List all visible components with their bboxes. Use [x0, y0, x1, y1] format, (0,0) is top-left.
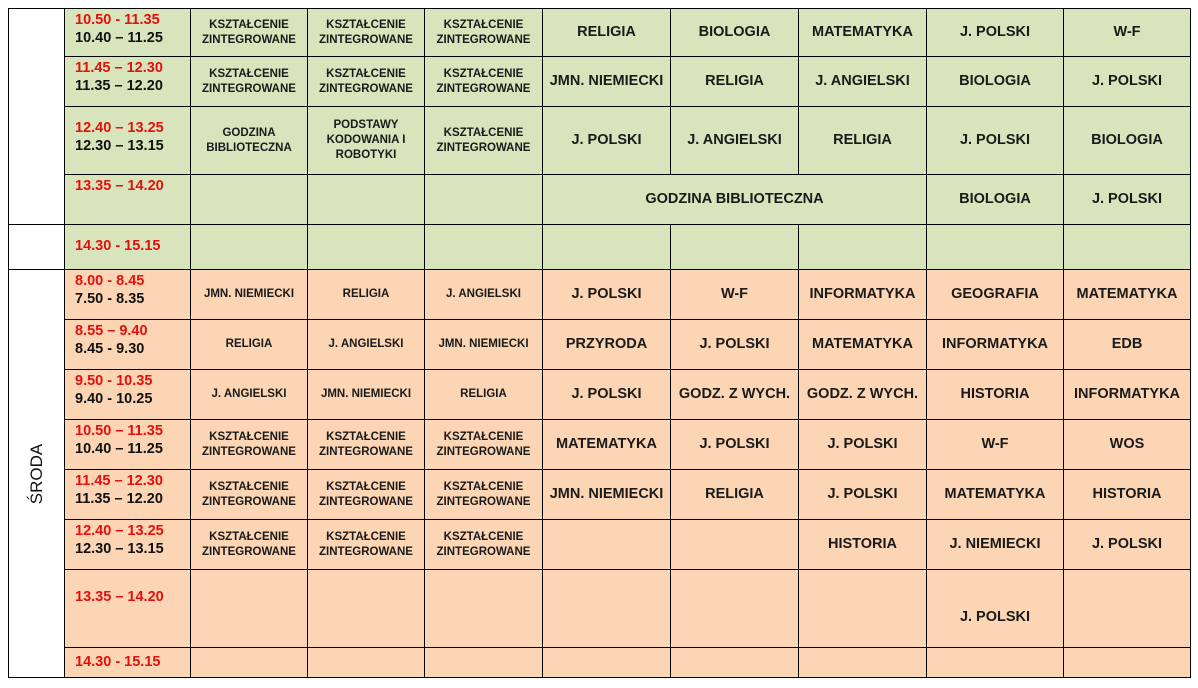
- lesson-cell: JMN. NIEMIECKI: [425, 320, 543, 370]
- time-slot: 12.40 – 13.25 12.30 – 13.15: [65, 520, 191, 570]
- time-slot: 14.30 - 15.15: [65, 648, 191, 678]
- lesson-cell: W-F: [1064, 9, 1191, 57]
- lesson-cell: PRZYRODA: [543, 320, 671, 370]
- lesson-cell: KSZTAŁCENIE ZINTEGROWANE: [308, 57, 425, 107]
- table-row: [9, 107, 1191, 175]
- lesson-cell: KSZTAŁCENIE ZINTEGROWANE: [425, 470, 543, 520]
- lesson-cell: MATEMATYKA: [543, 420, 671, 470]
- time-slot: 13.35 – 14.20: [65, 175, 191, 225]
- lesson-cell: HISTORIA: [1064, 470, 1191, 520]
- lesson-cell: MATEMATYKA: [927, 470, 1064, 520]
- timetable: [8, 8, 1191, 678]
- lesson-cell: [425, 225, 543, 270]
- lesson-cell: INFORMATYKA: [1064, 370, 1191, 420]
- lesson-cell: [1064, 570, 1191, 648]
- lesson-cell: [799, 570, 927, 648]
- lesson-cell: RELIGIA: [425, 370, 543, 420]
- time-slot: 8.55 – 9.40 8.45 - 9.30: [65, 320, 191, 370]
- lesson-cell: RELIGIA: [799, 107, 927, 175]
- table-row: [9, 520, 1191, 570]
- lesson-cell: [927, 648, 1064, 678]
- lesson-cell: [671, 648, 799, 678]
- lesson-cell: JMN. NIEMIECKI: [543, 470, 671, 520]
- lesson-cell: J. POLSKI: [799, 470, 927, 520]
- lesson-cell: PODSTAWY KODOWANIA I ROBOTYKI: [308, 107, 425, 175]
- lesson-cell: J. POLSKI: [1064, 520, 1191, 570]
- lesson-cell: KSZTAŁCENIE ZINTEGROWANE: [191, 9, 308, 57]
- table-row: [9, 9, 1191, 57]
- lesson-cell: RELIGIA: [308, 270, 425, 320]
- lesson-cell: [425, 175, 543, 225]
- lesson-cell: HISTORIA: [799, 520, 927, 570]
- lesson-cell: [671, 570, 799, 648]
- lesson-cell: GODZINA BIBLIOTECZNA: [191, 107, 308, 175]
- lesson-cell: [543, 520, 671, 570]
- lesson-cell: [799, 648, 927, 678]
- lesson-cell: BIOLOGIA: [671, 9, 799, 57]
- lesson-cell: [671, 520, 799, 570]
- day-label-cell: [9, 270, 65, 678]
- lesson-cell: [308, 225, 425, 270]
- table-row: [9, 320, 1191, 370]
- table-row: [9, 470, 1191, 520]
- lesson-cell: J. POLSKI: [927, 570, 1064, 648]
- lesson-cell: [425, 570, 543, 648]
- lesson-cell: [543, 570, 671, 648]
- lesson-cell: KSZTAŁCENIE ZINTEGROWANE: [425, 420, 543, 470]
- lesson-cell: JMN. NIEMIECKI: [191, 270, 308, 320]
- table-row: [9, 57, 1191, 107]
- lesson-cell: J. POLSKI: [543, 370, 671, 420]
- lesson-cell: J. POLSKI: [671, 420, 799, 470]
- lesson-cell: [308, 175, 425, 225]
- lesson-cell: [927, 225, 1064, 270]
- lesson-cell: WOS: [1064, 420, 1191, 470]
- table-row: [9, 370, 1191, 420]
- lesson-cell: J. ANGIELSKI: [799, 57, 927, 107]
- lesson-cell: KSZTAŁCENIE ZINTEGROWANE: [425, 107, 543, 175]
- lesson-cell: KSZTAŁCENIE ZINTEGROWANE: [308, 520, 425, 570]
- lesson-cell: INFORMATYKA: [799, 270, 927, 320]
- lesson-cell: RELIGIA: [671, 57, 799, 107]
- lesson-cell: [191, 570, 308, 648]
- lesson-cell: RELIGIA: [671, 470, 799, 520]
- lesson-cell: INFORMATYKA: [927, 320, 1064, 370]
- lesson-cell: JMN. NIEMIECKI: [308, 370, 425, 420]
- lesson-cell: RELIGIA: [543, 9, 671, 57]
- lesson-cell: [543, 648, 671, 678]
- table-row: [9, 270, 1191, 320]
- lesson-cell: GEOGRAFIA: [927, 270, 1064, 320]
- time-slot: 10.50 – 11.35 10.40 – 11.25: [65, 420, 191, 470]
- lesson-cell: JMN. NIEMIECKI: [543, 57, 671, 107]
- lesson-cell: J. POLSKI: [799, 420, 927, 470]
- lesson-cell: KSZTAŁCENIE ZINTEGROWANE: [425, 57, 543, 107]
- lesson-cell: [425, 648, 543, 678]
- time-slot: 9.50 - 10.35 9.40 - 10.25: [65, 370, 191, 420]
- lesson-cell: J. ANGIELSKI: [308, 320, 425, 370]
- lesson-cell-merged: GODZINA BIBLIOTECZNA: [543, 175, 927, 225]
- lesson-cell: KSZTAŁCENIE ZINTEGROWANE: [191, 57, 308, 107]
- lesson-cell: J. ANGIELSKI: [425, 270, 543, 320]
- lesson-cell: J. NIEMIECKI: [927, 520, 1064, 570]
- lesson-cell: GODZ. Z WYCH.: [671, 370, 799, 420]
- lesson-cell: KSZTAŁCENIE ZINTEGROWANE: [191, 420, 308, 470]
- lesson-cell: J. POLSKI: [927, 9, 1064, 57]
- time-slot: 10.50 - 11.35 10.40 – 11.25: [65, 9, 191, 57]
- lesson-cell: W-F: [927, 420, 1064, 470]
- lesson-cell: KSZTAŁCENIE ZINTEGROWANE: [308, 470, 425, 520]
- day-label-cell: [9, 9, 65, 225]
- lesson-cell: KSZTAŁCENIE ZINTEGROWANE: [191, 470, 308, 520]
- lesson-cell: [191, 175, 308, 225]
- time-slot: 11.45 – 12.30 11.35 – 12.20: [65, 470, 191, 520]
- lesson-cell: GODZ. Z WYCH.: [799, 370, 927, 420]
- lesson-cell: BIOLOGIA: [1064, 107, 1191, 175]
- lesson-cell: KSZTAŁCENIE ZINTEGROWANE: [191, 520, 308, 570]
- time-slot: 14.30 - 15.15: [65, 225, 191, 270]
- lesson-cell: J. ANGIELSKI: [671, 107, 799, 175]
- time-slot: 11.45 – 12.30 11.35 – 12.20: [65, 57, 191, 107]
- lesson-cell: KSZTAŁCENIE ZINTEGROWANE: [308, 9, 425, 57]
- lesson-cell: J. POLSKI: [543, 270, 671, 320]
- time-slot: 8.00 - 8.45 7.50 - 8.35: [65, 270, 191, 320]
- table-row: [9, 175, 1191, 225]
- lesson-cell: MATEMATYKA: [799, 320, 927, 370]
- lesson-cell: HISTORIA: [927, 370, 1064, 420]
- lesson-cell: EDB: [1064, 320, 1191, 370]
- time-slot: 12.40 – 13.25 12.30 – 13.15: [65, 107, 191, 175]
- lesson-cell: [543, 225, 671, 270]
- table-row: [9, 225, 1191, 270]
- day-name: ŚRODA: [26, 443, 46, 504]
- lesson-cell: KSZTAŁCENIE ZINTEGROWANE: [425, 520, 543, 570]
- lesson-cell: W-F: [671, 270, 799, 320]
- table-row: [9, 648, 1191, 678]
- lesson-cell: BIOLOGIA: [927, 57, 1064, 107]
- lesson-cell: J. POLSKI: [671, 320, 799, 370]
- lesson-cell: KSZTAŁCENIE ZINTEGROWANE: [308, 420, 425, 470]
- table-row: [9, 420, 1191, 470]
- lesson-cell: J. POLSKI: [1064, 57, 1191, 107]
- lesson-cell: MATEMATYKA: [799, 9, 927, 57]
- lesson-cell: [308, 570, 425, 648]
- table-row: [9, 570, 1191, 648]
- lesson-cell: [671, 225, 799, 270]
- lesson-cell: J. POLSKI: [543, 107, 671, 175]
- lesson-cell: J. ANGIELSKI: [191, 370, 308, 420]
- lesson-cell: J. POLSKI: [1064, 175, 1191, 225]
- lesson-cell: MATEMATYKA: [1064, 270, 1191, 320]
- time-slot: 13.35 – 14.20: [65, 570, 191, 648]
- lesson-cell: [1064, 225, 1191, 270]
- lesson-cell: [1064, 648, 1191, 678]
- day-label-cell: [9, 225, 65, 270]
- lesson-cell: [308, 648, 425, 678]
- lesson-cell: [191, 225, 308, 270]
- lesson-cell: BIOLOGIA: [927, 175, 1064, 225]
- lesson-cell: RELIGIA: [191, 320, 308, 370]
- lesson-cell: [191, 648, 308, 678]
- lesson-cell: [799, 225, 927, 270]
- lesson-cell: KSZTAŁCENIE ZINTEGROWANE: [425, 9, 543, 57]
- lesson-cell: J. POLSKI: [927, 107, 1064, 175]
